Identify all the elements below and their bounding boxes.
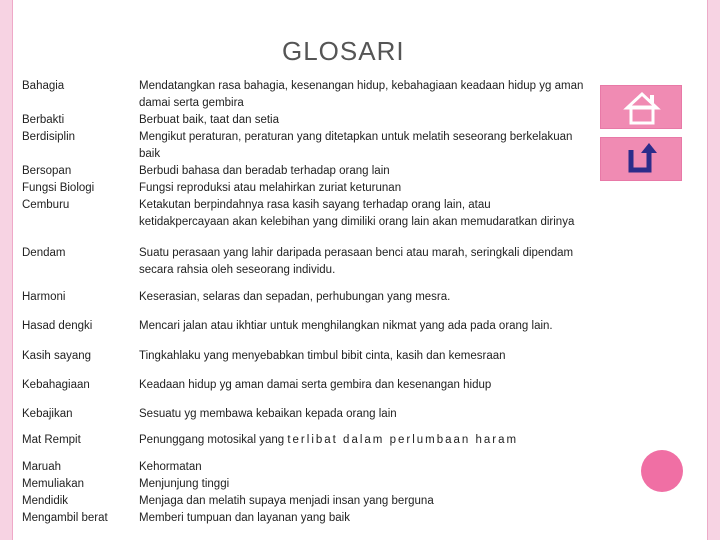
glossary-terms <box>22 459 134 527</box>
right-border-line <box>707 0 708 540</box>
home-button[interactable] <box>600 85 682 129</box>
definition: Berbuat baik, taat dan setia <box>139 114 280 126</box>
definition: Keadaan hidup yg aman damai serta gembira dan kesenangan hidup <box>139 379 492 391</box>
left-border-line <box>12 0 13 540</box>
term: Berbakti <box>22 114 65 126</box>
definition: Mengikut peraturan, peraturan yang ditetapkan untuk melatih seseorang berkelakuan <box>139 131 573 143</box>
term: Harmoni <box>22 291 66 303</box>
term: Hasad dengki <box>22 320 93 332</box>
glossary-definitions <box>139 459 609 527</box>
term-spacer <box>22 146 134 163</box>
term: Cemburu <box>22 199 70 211</box>
definition: baik <box>139 148 161 160</box>
term: Kebajikan <box>22 408 73 420</box>
term: Maruah <box>22 461 61 473</box>
left-border <box>0 0 12 540</box>
return-arrow-icon <box>601 138 683 182</box>
term: Dendam <box>22 247 66 259</box>
definition: Menjunjung tinggi <box>139 478 230 490</box>
term: Bahagia <box>22 80 65 92</box>
term: Memuliakan <box>22 478 84 490</box>
term: Mengambil berat <box>22 512 108 524</box>
glossary-terms <box>22 78 134 214</box>
definition: ketidakpercayaan akan kelebihan yang dimiliki orang lain akan memudaratkan dirinya <box>139 216 575 228</box>
definition: Ketakutan berpindahnya rasa kasih sayang terhadap orang lain, atau <box>139 199 491 211</box>
page-title: GLOSARI <box>282 36 405 66</box>
definition <box>139 432 609 449</box>
back-button[interactable] <box>600 137 682 181</box>
decorative-circle <box>641 450 683 492</box>
definition: secara rahsia oleh seseorang individu. <box>139 264 336 276</box>
glossary-definitions <box>139 78 609 231</box>
definition: Memberi tumpuan dan layanan yang baik <box>139 512 350 524</box>
definition: Suatu perasaan yang lahir daripada perasaan benci atau marah, seringkali dipendam <box>139 247 574 259</box>
definition: Keserasian, selaras dan sepadan, perhubungan yang mesra. <box>139 291 451 303</box>
definition: damai serta gembira <box>139 97 244 109</box>
term: Mendidik <box>22 495 69 507</box>
term: Kebahagiaan <box>22 379 90 391</box>
home-icon <box>601 86 683 130</box>
right-border <box>708 0 720 540</box>
definition: Menjaga dan melatih supaya menjadi insan yang berguna <box>139 495 434 507</box>
term: Kasih sayang <box>22 350 92 362</box>
definition: Tingkahlaku yang menyebabkan timbul bibit cinta, kasih dan kemesraan <box>139 350 506 362</box>
term-spacer <box>22 95 134 112</box>
definition: Kehormatan <box>139 461 202 473</box>
definition: Berbudi bahasa dan beradab terhadap orang lain <box>139 165 390 177</box>
definition-part: Penunggang motosikal yang <box>139 434 285 446</box>
definition: Sesuatu yg membawa kebaikan kepada orang lain <box>139 408 397 420</box>
term: Fungsi Biologi <box>22 182 95 194</box>
term: Mat Rempit <box>22 434 81 446</box>
term: Berdisiplin <box>22 131 76 143</box>
glossary-definitions <box>139 245 609 279</box>
definition: Mendatangkan rasa bahagia, kesenangan hidup, kebahagiaan keadaan hidup yg aman <box>139 80 584 92</box>
definition-part-spaced: terlibat dalam perlumbaan haram <box>287 434 519 446</box>
definition: Fungsi reproduksi atau melahirkan zuriat keturunan <box>139 182 402 194</box>
term: Bersopan <box>22 165 72 177</box>
definition: Mencari jalan atau ikhtiar untuk menghilangkan nikmat yang ada pada orang lain. <box>139 320 553 332</box>
